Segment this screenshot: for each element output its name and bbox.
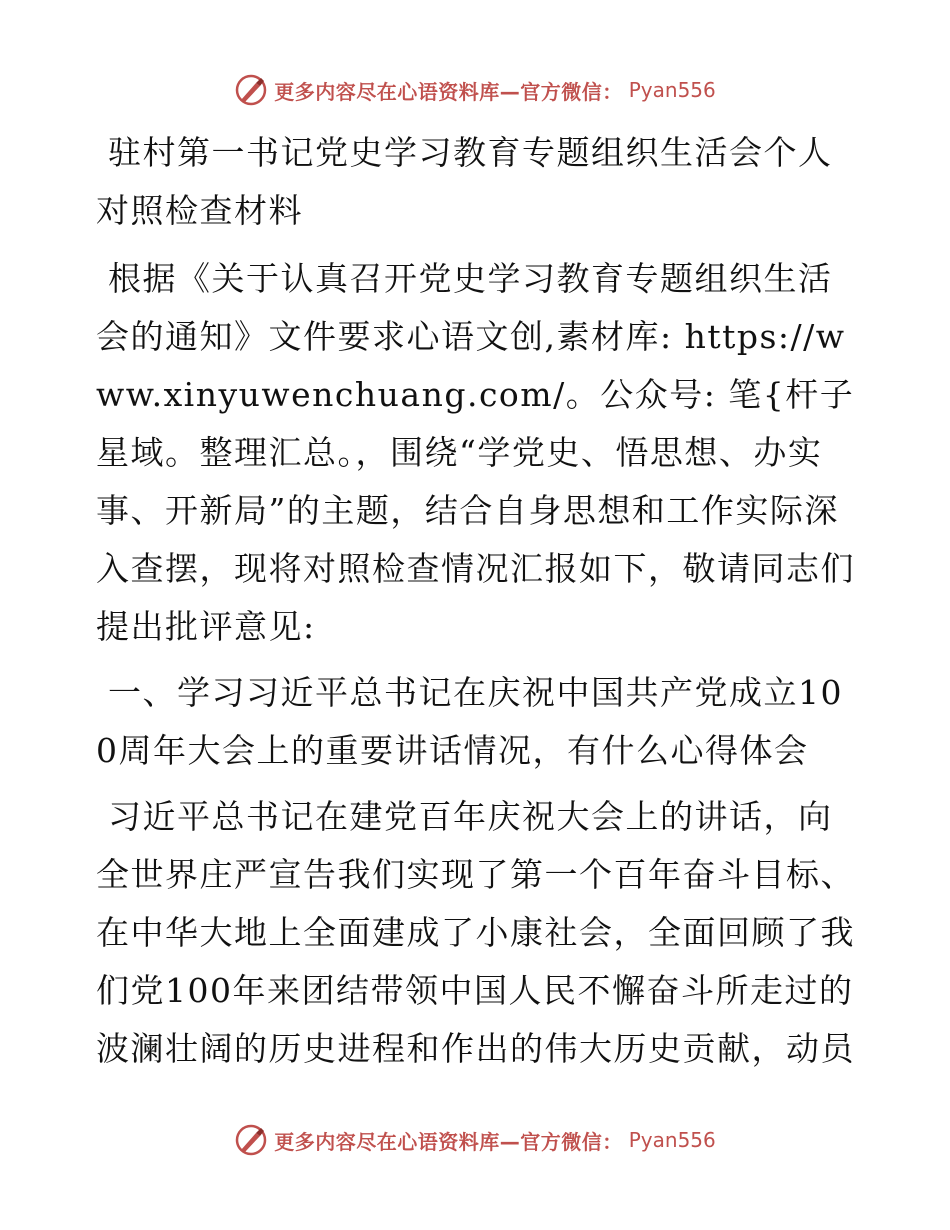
paragraph-body: 习近平总书记在建党百年庆祝大会上的讲话，向全世界庄严宣告我们实现了第一个百年奋斗目标、在中华大地上全面建成了小康社会，全面回顾了我们党100年来团结带领中国人民不懈奋斗所走过的波澜壮阔的历史进程和作出的伟大历史贡献，动员 (96, 797, 855, 1068)
document-body (96, 124, 858, 1086)
banner-wechat-id: Pyan556 (628, 78, 716, 102)
banner-text: 更多内容尽在心语资料库—官方微信： (274, 1129, 623, 1154)
pen-logo-icon (234, 73, 268, 107)
header-banner (0, 70, 950, 110)
pen-logo-icon (234, 1123, 268, 1157)
banner-text: 更多内容尽在心语资料库—官方微信： (274, 79, 623, 104)
document-title: 驻村第一书记党史学习教育专题组织生活会个人对照检查材料 (96, 133, 833, 230)
footer-banner (0, 1120, 950, 1160)
banner-wechat-id: Pyan556 (628, 1128, 716, 1152)
paragraph-intro: 根据《关于认真召开党史学习教育专题组织生活会的通知》文件要求心语文创,素材库: https://www.xinyuwenchuang.com/。公众号: 笔{杆子星域。整理汇总。，围绕“学党史、悟思想、办实事、开新局”的主题，结合自身思想和工作实际深入查摆，现将对照检查情况汇报如下，敬请同志们提出批评意见: (96, 259, 855, 646)
section-heading-1: 一、学习习近平总书记在庆祝中国共产党成立100周年大会上的重要讲话情况，有什么心得体会 (96, 673, 843, 770)
